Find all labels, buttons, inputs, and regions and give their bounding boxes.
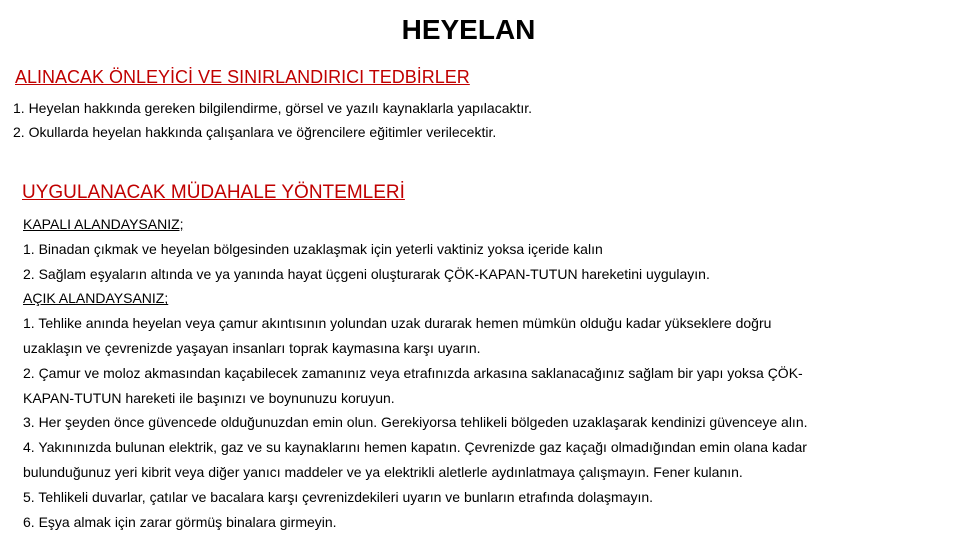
page-title: HEYELAN — [401, 14, 536, 45]
list-item: uzaklaşın ve çevrenizde yaşayan insanları toprak kaymasına karşı uyarın. — [23, 339, 481, 356]
preventive-measures-heading: ALINACAK ÖNLEYİCİ VE SINIRLANDIRICI TEDBİRLER — [15, 67, 470, 87]
list-item: 2. Çamur ve moloz akmasından kaçabilecek zamanınız veya etrafınızda arkasına saklanacağınız sağlam bir yapı yoksa ÇÖK- — [23, 364, 803, 381]
list-item: 4. Yakınınızda bulunan elektrik, gaz ve su kaynaklarını hemen kapatın. Çevrenizde gaz kaçağı olmadığından emin olana kadar — [23, 439, 807, 456]
list-item: 2. Okullarda heyelan hakkında çalışanlara ve öğrencilere eğitimler verilecektir. — [13, 124, 497, 140]
preventive-measures-list — [13, 96, 943, 144]
list-item: KAPAN-TUTUN hareketi ile başınızı ve boynunuzu koruyun. — [23, 389, 395, 406]
list-item: 5. Tehlikeli duvarlar, çatılar ve bacalara karşı çevrenizdekileri uyarın ve bunların etrafında dolaşmayın. — [23, 488, 654, 505]
indoor-subheading: KAPALI ALANDAYSANIZ; — [23, 216, 184, 232]
response-methods-heading: UYGULANACAK MÜDAHALE YÖNTEMLERİ — [22, 182, 405, 203]
list-item: bulunduğunuz yeri kibrit veya diğer yanıcı maddeler ve ya elektrikli aletlerle aydınlatmaya çalışmayın. Fener kulanın. — [23, 463, 743, 480]
response-methods-body — [23, 212, 953, 534]
list-item: 2. Sağlam eşyaların altında ve ya yanında hayat üçgeni oluşturarak ÇÖK-KAPAN-TUTUN hareketini uygulayın. — [23, 265, 710, 282]
list-item: 1. Heyelan hakkında gereken bilgilendirme, görsel ve yazılı kaynaklarla yapılacaktır. — [13, 100, 533, 116]
list-item: 6. Eşya almak için zarar görmüş binalara girmeyin. — [23, 513, 337, 530]
list-item: 3. Her şeyden önce güvencede olduğunuzdan emin olun. Gerekiyorsa tehlikeli bölgeden uzaklaşarak kendinizi güvenceye alın. — [23, 414, 808, 431]
list-item: 1. Binadan çıkmak ve heyelan bölgesinden uzaklaşmak için yeterli vaktiniz yoksa içeride kalın — [23, 240, 603, 257]
list-item: 1. Tehlike anında heyelan veya çamur akıntısının yolundan uzak durarak hemen mümkün olduğu kadar yükseklere doğru — [23, 315, 772, 332]
outdoor-subheading: AÇIK ALANDAYSANIZ; — [23, 290, 169, 307]
